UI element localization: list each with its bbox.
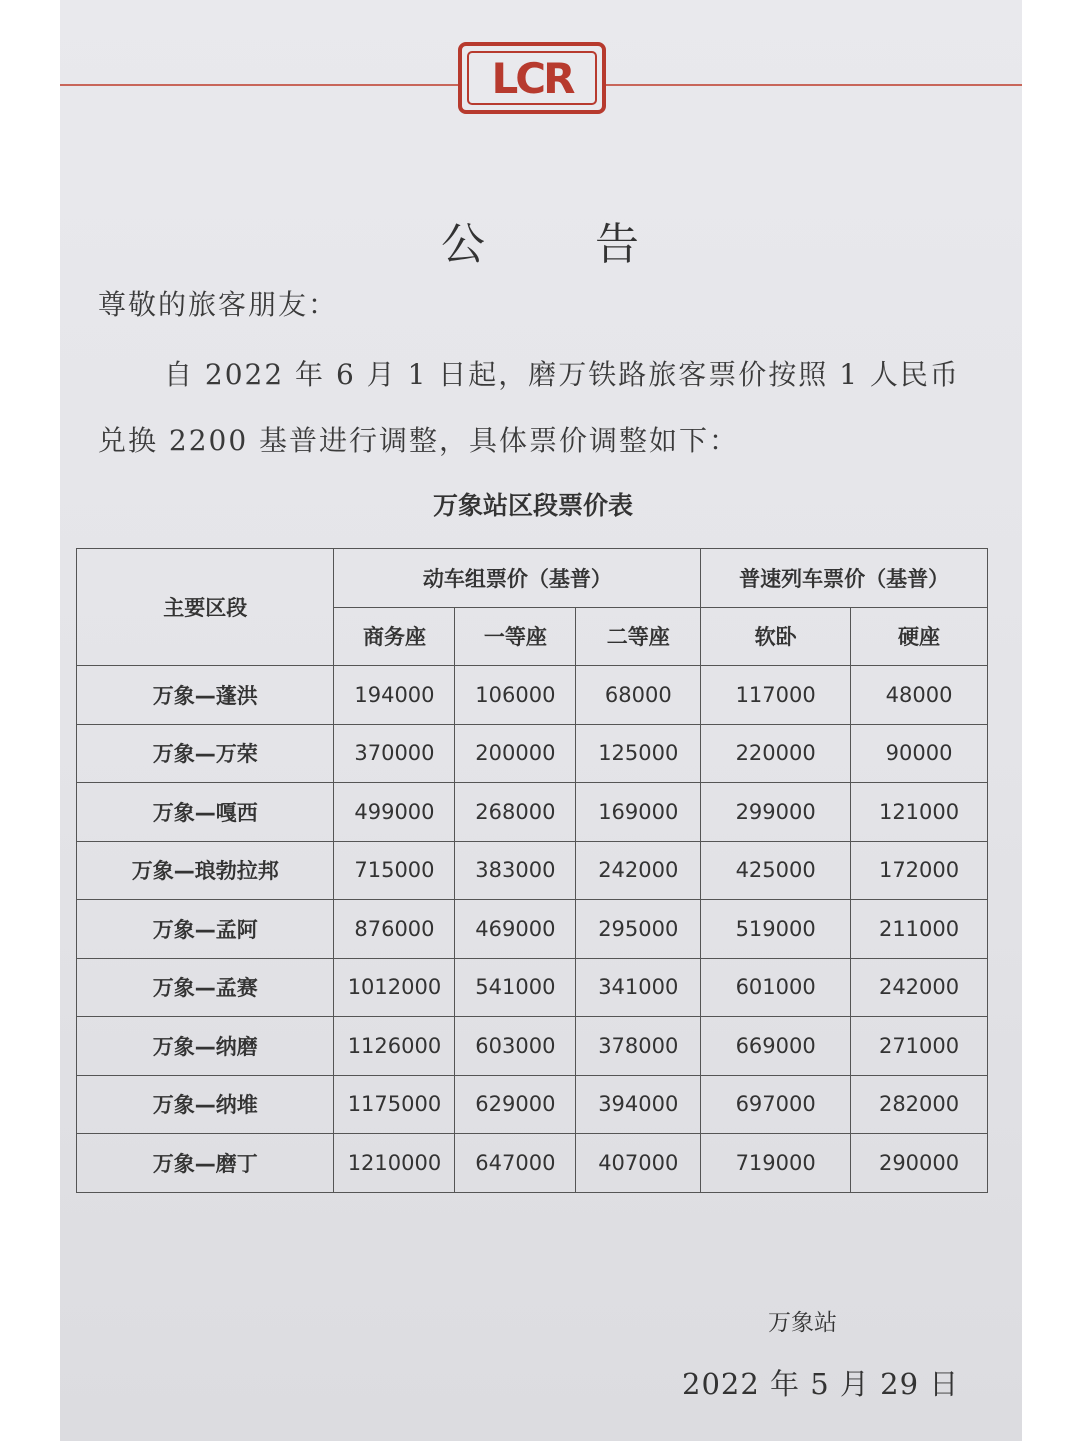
table-row xyxy=(77,841,988,900)
first-cell: 469000 xyxy=(455,900,576,959)
header-regular-group: 普速列车票价（基普） xyxy=(701,549,988,608)
business-cell: 1012000 xyxy=(334,958,455,1017)
second-cell: 125000 xyxy=(576,724,701,783)
second-cell: 68000 xyxy=(576,666,701,725)
header-second: 二等座 xyxy=(576,607,701,666)
business-cell: 499000 xyxy=(334,783,455,842)
soft-sleeper-cell: 519000 xyxy=(701,900,851,959)
second-cell: 378000 xyxy=(576,1017,701,1076)
table-row xyxy=(77,1017,988,1076)
second-cell: 407000 xyxy=(576,1134,701,1193)
header-section: 主要区段 xyxy=(77,549,334,666)
hard-seat-cell: 90000 xyxy=(851,724,988,783)
issue-date: 2022 年 5 月 29 日 xyxy=(682,1367,960,1401)
table-row xyxy=(77,783,988,842)
soft-sleeper-cell: 669000 xyxy=(701,1017,851,1076)
table-row xyxy=(77,724,988,783)
business-cell: 194000 xyxy=(334,666,455,725)
first-cell: 383000 xyxy=(455,841,576,900)
business-cell: 876000 xyxy=(334,900,455,959)
section-cell: 万象—蓬洪 xyxy=(77,666,334,725)
second-cell: 394000 xyxy=(576,1075,701,1134)
hard-seat-cell: 48000 xyxy=(851,666,988,725)
header-hard-seat: 硬座 xyxy=(851,607,988,666)
section-cell: 万象—嘎西 xyxy=(77,783,334,842)
section-cell: 万象—孟赛 xyxy=(77,958,334,1017)
hard-seat-cell: 242000 xyxy=(851,958,988,1017)
table-row xyxy=(77,666,988,725)
fare-table xyxy=(76,548,988,1193)
table-row xyxy=(77,958,988,1017)
hard-seat-cell: 211000 xyxy=(851,900,988,959)
table-title: 万象站区段票价表 xyxy=(432,491,633,520)
section-cell: 万象—磨丁 xyxy=(77,1134,334,1193)
section-cell: 万象—纳磨 xyxy=(77,1017,334,1076)
salutation: 尊敬的旅客朋友： xyxy=(98,288,339,321)
table-row xyxy=(77,1134,988,1193)
header-emu-group: 动车组票价（基普） xyxy=(334,549,701,608)
soft-sleeper-cell: 425000 xyxy=(701,841,851,900)
first-cell: 541000 xyxy=(455,958,576,1017)
header-first: 一等座 xyxy=(455,607,576,666)
second-cell: 341000 xyxy=(576,958,701,1017)
table-row xyxy=(77,900,988,959)
second-cell: 295000 xyxy=(576,900,701,959)
business-cell: 715000 xyxy=(334,841,455,900)
lcr-logo-text: LCR xyxy=(467,51,597,105)
section-cell: 万象—万荣 xyxy=(77,724,334,783)
first-cell: 629000 xyxy=(455,1075,576,1134)
soft-sleeper-cell: 719000 xyxy=(701,1134,851,1193)
section-cell: 万象—纳堆 xyxy=(77,1075,334,1134)
hard-seat-cell: 290000 xyxy=(851,1134,988,1193)
hard-seat-cell: 121000 xyxy=(851,783,988,842)
first-cell: 268000 xyxy=(455,783,576,842)
soft-sleeper-cell: 299000 xyxy=(701,783,851,842)
section-cell: 万象—琅勃拉邦 xyxy=(77,841,334,900)
first-cell: 603000 xyxy=(455,1017,576,1076)
issuing-station: 万象站 xyxy=(768,1310,837,1336)
second-cell: 169000 xyxy=(576,783,701,842)
hard-seat-cell: 271000 xyxy=(851,1017,988,1076)
first-cell: 647000 xyxy=(455,1134,576,1193)
first-cell: 200000 xyxy=(455,724,576,783)
soft-sleeper-cell: 697000 xyxy=(701,1075,851,1134)
business-cell: 1210000 xyxy=(334,1134,455,1193)
notice-title: 公 告 xyxy=(441,219,687,270)
notice-body-line-2: 兑换 2200 基普进行调整，具体票价调整如下： xyxy=(98,424,740,457)
lcr-logo xyxy=(458,42,606,114)
business-cell: 370000 xyxy=(334,724,455,783)
soft-sleeper-cell: 601000 xyxy=(701,958,851,1017)
first-cell: 106000 xyxy=(455,666,576,725)
second-cell: 242000 xyxy=(576,841,701,900)
hard-seat-cell: 172000 xyxy=(851,841,988,900)
header-soft-sleeper: 软卧 xyxy=(701,607,851,666)
notice-body-line-1: 自 2022 年 6 月 1 日起，磨万铁路旅客票价按照 1 人民币 xyxy=(164,358,960,391)
table-row xyxy=(77,1075,988,1134)
soft-sleeper-cell: 117000 xyxy=(701,666,851,725)
business-cell: 1126000 xyxy=(334,1017,455,1076)
soft-sleeper-cell: 220000 xyxy=(701,724,851,783)
hard-seat-cell: 282000 xyxy=(851,1075,988,1134)
header-business: 商务座 xyxy=(334,607,455,666)
section-cell: 万象—孟阿 xyxy=(77,900,334,959)
business-cell: 1175000 xyxy=(334,1075,455,1134)
notice-body xyxy=(98,342,978,474)
